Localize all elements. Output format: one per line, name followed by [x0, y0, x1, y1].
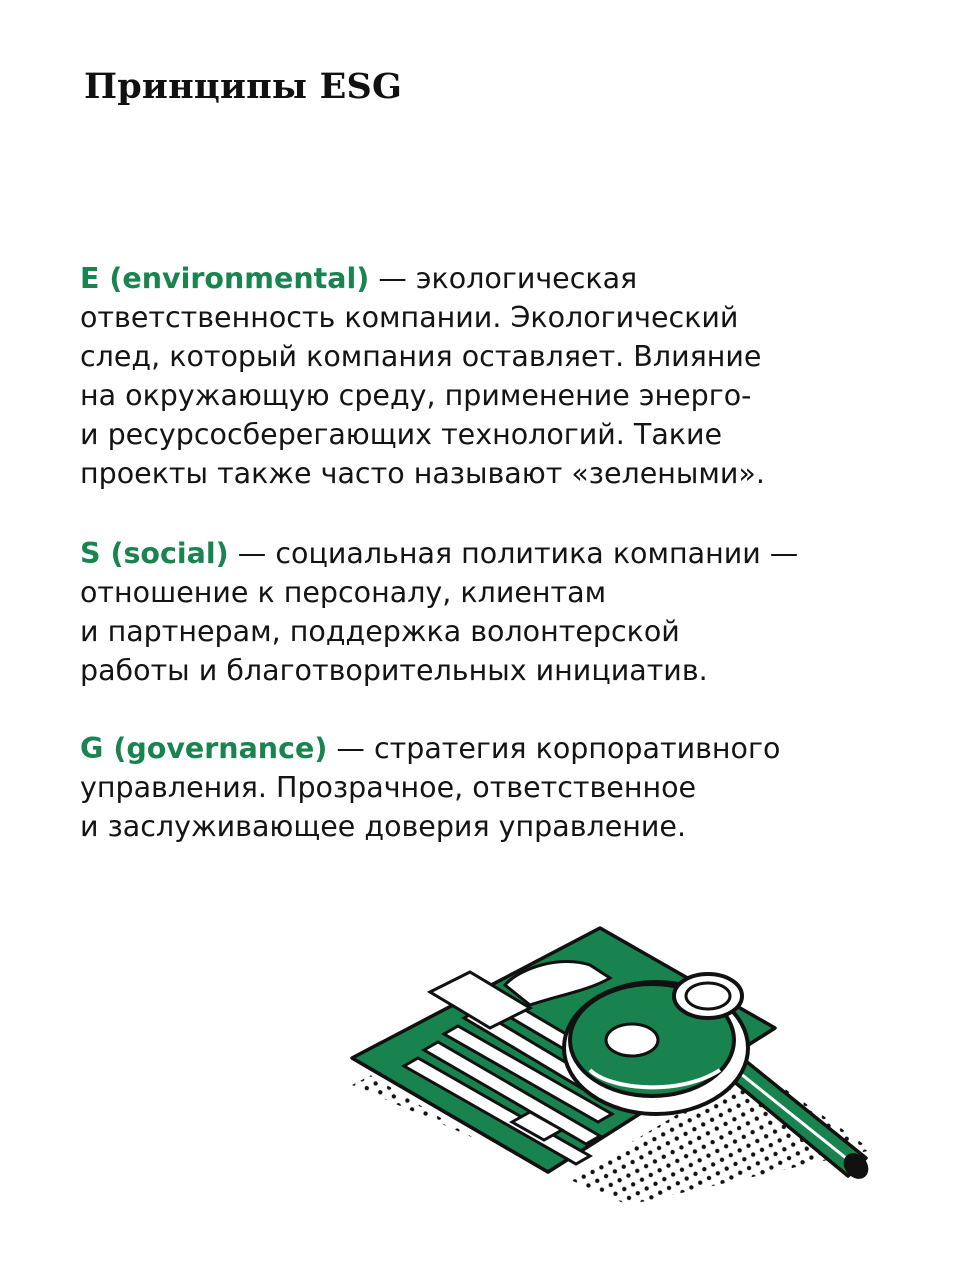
principle-social	[80, 534, 900, 690]
principle-text-line: работы и благотворительных инициатив.	[80, 654, 708, 687]
principle-text-line: и партнерам, поддержка волонтерской	[80, 615, 680, 648]
principle-governance	[80, 729, 900, 846]
principle-key-governance: G (governance)	[80, 732, 328, 765]
principle-text-line: и ресурсосберегающих технологий. Такие	[80, 418, 723, 451]
principle-text-line: отношение к персоналу, клиентам	[80, 576, 607, 609]
principle-key-environmental: E (environmental)	[80, 262, 370, 295]
page-title: Принципы ESG	[84, 66, 403, 107]
principle-text-line: на окружающую среду, применение энерго-	[80, 379, 752, 412]
principle-text-line: ответственность компании. Экологический	[80, 301, 739, 334]
document-magnifier-icon	[345, 915, 885, 1220]
principle-text-line: — социальная политика компании —	[228, 537, 799, 570]
principle-text-line: управления. Прозрачное, ответственное	[80, 771, 697, 804]
principle-text-line: — экологическая	[369, 262, 638, 295]
principle-text-line: — стратегия корпоративного	[327, 732, 781, 765]
principle-text-line: проекты также часто называют «зелеными».	[80, 457, 765, 490]
principle-text-line: и заслуживающее доверия управление.	[80, 810, 687, 843]
principle-environmental	[80, 259, 900, 493]
principle-text-line: след, который компания оставляет. Влияние	[80, 340, 762, 373]
principle-key-social: S (social)	[80, 537, 229, 570]
